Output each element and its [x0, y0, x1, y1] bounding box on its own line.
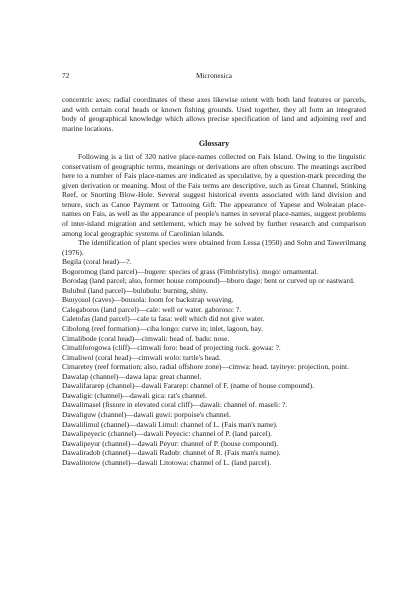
glossary-entry: Dawalap (channel)—dawa lapa: great channel. [62, 371, 202, 381]
glossary-entry: Dawalilimul (channel)—dawali Limul: channel of L. (Fais man's name). [62, 419, 278, 429]
glossary-entry: Cimalibode (coral head)—cimwali: head of. badu: nose. [62, 333, 230, 343]
glossary-entry: Dawalitotow (channel)—dawali Litotowa: channel of L. (land parcel). [62, 457, 272, 467]
glossary-entry: Cimaliwol (coral head)—cimwali wolo: turtle's head. [62, 352, 221, 362]
intro-paragraph: concentric axes; radial coordinates of these axes likewise orient with both land features or parcels, and with certain coral heads or known fishing grounds. Used together, they all form an integrated body of geographical knowledge which allows precise specification of land and adjoining reef and marine locations. [62, 95, 366, 133]
page-number: 72 [62, 71, 70, 80]
glossary-entries [62, 257, 366, 467]
glossary-entry: Dawalimasel (fissure in elevated coral cliff)—dawali: channel of. maseli: ?. [62, 400, 288, 410]
glossary-paragraph-2: The identification of plant species were obtained from Lessa (1950) and Sohn and Tawerilmang (1976). [62, 238, 366, 257]
glossary-paragraph-1: Following is a list of 320 native place-names collected on Fais Island. Owing to the linguistic conservatism of geographic terms, meanings or derivations are often obscure. The meanings ascribed here to a number of Fais place-names are indicated as speculative, by a question-mark preceding the given derivation or meaning. Most of the Fais terms are descriptive, such as Great Channel, Stinking Reef, or Snorting Blow-Hole. Several suggest historical events associated with land division and tenure, such as Canoe Payment or Tattooing Gift. The appearance of Yapese and Woleaian place-names on Fais, as well as the appearance of people's names in several place-names, suggest problems of inter-island migration and settlement, which may be solved by further research and comparison among local geographic systems of Carolinian islands. [62, 152, 366, 238]
glossary-entry: Buuyosol (caves)—buusola: loom for backstrap weaving. [62, 295, 234, 305]
glossary-entry: Borodag (land parcel; also, former house compound)—bboro dage: bent or curved up or eastward. [62, 276, 355, 286]
glossary-entry: Dawalipeyur (channel)—dawali Peyur: channel of P. (house compound). [62, 438, 279, 448]
glossary-entry: Begila (coral head)—?. [62, 257, 132, 267]
glossary-entry: Dawaligic (channel)—dawali gica: rat's channel. [62, 390, 207, 400]
glossary-entry: Bogoromog (land parcel)—bugere: species of grass (Fimbristylis). mogo: ornamental. [62, 266, 319, 276]
page-body [62, 95, 366, 467]
glossary-entry: Cimaretey (reef formation; also, radial offshore zone)—cimwa: head. tayiteye: projection, point. [62, 362, 349, 372]
journal-title: Micronesica [195, 71, 233, 80]
glossary-entry: Dawalipeyecic (channel)—dawali Peyecic: channel of P. (land parcel). [62, 429, 273, 439]
glossary-entry: Calegaboros (land parcel)—cale: well or water. gaboroso: ?. [62, 304, 242, 314]
glossary-entry: Cibolong (reef formation)—ciba longo: curve in; inlet, lagoon, bay. [62, 324, 263, 334]
glossary-entry: Cimaliforogowa (cliff)—cimwali foro: head of projecting rock. gowaa: ?. [62, 343, 281, 353]
glossary-entry: Bulubul (land parcel)—bulubulu: burning, shiny. [62, 285, 208, 295]
glossary-entry: Dawalifararep (channel)—dawali Fararep: channel of F. (name of house compound). [62, 381, 314, 391]
glossary-entry: Dawaliguw (channel)—dawali guwi: porpoise's channel. [62, 409, 231, 419]
glossary-entry: Caletofas (land parcel)—cale ta fasa: well which did not give water. [62, 314, 265, 324]
glossary-entry: Dawaliradob (channel)—dawali Radob: channel of R. (Fais man's name). [62, 448, 281, 458]
section-title: Glossary [198, 139, 230, 149]
